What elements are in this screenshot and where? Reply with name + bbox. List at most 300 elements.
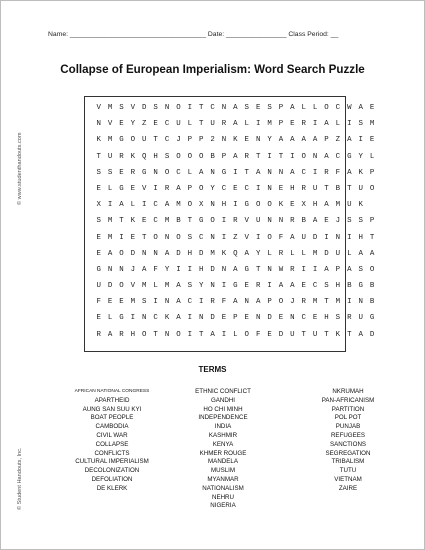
grid-letter: N — [142, 249, 147, 258]
grid-letter: C — [335, 152, 341, 161]
grid-letter: P — [369, 168, 375, 177]
grid-letter: C — [244, 184, 249, 193]
grid-letter: N — [119, 265, 124, 274]
grid-letter: L — [233, 330, 238, 339]
grid-letter: K — [221, 249, 227, 258]
grid-letter: P — [335, 265, 341, 274]
grid-letter: I — [324, 233, 329, 242]
grid-letter: N — [267, 217, 272, 226]
term-item: VIETNAM — [334, 475, 362, 483]
term-item: REFUGEES — [330, 431, 366, 439]
grid-letter: H — [153, 152, 158, 161]
grid-letter: O — [119, 282, 124, 291]
grid-letter: L — [301, 104, 306, 112]
grid-letter: C — [153, 201, 158, 210]
grid-letter: T — [278, 152, 284, 161]
grid-letter: T — [153, 330, 158, 339]
grid-letter: S — [96, 168, 101, 177]
grid-letter: P — [324, 136, 329, 145]
grid-letter: O — [324, 104, 329, 112]
grid-letter: O — [176, 330, 181, 339]
grid-letter: X — [96, 201, 101, 210]
grid-letter: A — [290, 233, 295, 242]
grid-letter: C — [301, 314, 306, 323]
grid-letter: A — [347, 136, 352, 145]
grid-letter: E — [244, 136, 249, 145]
grid-letter: K — [233, 136, 238, 145]
grid-letter: J — [176, 136, 181, 145]
grid-letter: O — [198, 184, 204, 193]
grid-letter: U — [301, 233, 306, 242]
grid-letter: A — [312, 136, 318, 145]
grid-letter: V — [142, 184, 147, 193]
terms-column-2 — [168, 388, 278, 511]
grid-letter: R — [96, 330, 101, 339]
grid-letter: M — [335, 298, 341, 307]
grid-letter: L — [267, 249, 272, 258]
grid-letter: J — [335, 217, 341, 226]
grid-letter: T — [142, 233, 147, 242]
grid-letter: T — [369, 233, 375, 242]
grid-letter: V — [130, 282, 136, 291]
grid-letter: C — [301, 168, 306, 177]
grid-letter: M — [312, 249, 318, 258]
grid-letter: T — [301, 330, 306, 339]
terms-column-1 — [57, 388, 167, 494]
grid-letter: M — [312, 298, 318, 307]
grid-letter: C — [164, 120, 170, 129]
grid-letter: N — [164, 330, 170, 339]
term-item: SEGREGATION — [325, 449, 371, 457]
grid-letter: O — [187, 201, 193, 210]
grid-letter: R — [290, 217, 295, 226]
grid-letter: Y — [198, 282, 204, 291]
grid-letter: I — [153, 298, 158, 307]
term-item: INDEPENDENCE — [198, 414, 248, 422]
grid-letter: R — [164, 184, 170, 193]
grid-letter: G — [347, 152, 352, 161]
grid-letter: T — [244, 168, 249, 177]
grid-letter: L — [369, 152, 375, 161]
grid-letter: S — [164, 152, 170, 161]
grid-letter: G — [233, 282, 238, 291]
grid-letter: K — [335, 330, 341, 339]
grid-letter: I — [312, 120, 318, 129]
grid-letter: M — [176, 201, 181, 210]
grid-letter: O — [267, 233, 272, 242]
grid-letter: I — [107, 201, 113, 210]
grid-letter: Y — [267, 136, 272, 145]
grid-letter: N — [210, 201, 215, 210]
grid-letter: 2 — [210, 136, 215, 145]
grid-letter: A — [324, 120, 329, 129]
grid-letter: O — [210, 217, 215, 226]
grid-letter: N — [198, 314, 204, 323]
grid-letter: X — [198, 201, 204, 210]
grid-letter: E — [130, 233, 136, 242]
grid-letter: I — [187, 314, 193, 323]
grid-letter: L — [187, 168, 193, 177]
grid-letter: A — [347, 168, 352, 177]
grid-letter: P — [267, 298, 272, 307]
grid-letter: E — [369, 136, 375, 145]
grid-letter: A — [324, 265, 329, 274]
grid-letter: M — [142, 282, 147, 291]
grid-letter: Z — [335, 136, 341, 145]
term-item: NKRUMAH — [332, 388, 364, 395]
grid-letter: D — [198, 249, 204, 258]
grid-letter: F — [278, 233, 284, 242]
grid-letter: A — [369, 249, 375, 258]
grid-letter: U — [358, 184, 363, 193]
grid-letter: B — [301, 217, 306, 226]
grid-letter: K — [278, 201, 284, 210]
grid-letter: A — [233, 265, 238, 274]
grid-letter: O — [301, 152, 306, 161]
term-item: COLLAPSE — [95, 440, 129, 448]
grid-letter: Q — [142, 152, 147, 161]
grid-letter: E — [119, 298, 124, 307]
grid-letter: S — [358, 120, 363, 129]
grid-letter: A — [198, 168, 204, 177]
grid-letter: O — [176, 152, 181, 161]
grid-letter: B — [176, 217, 181, 226]
grid-letter: H — [187, 249, 193, 258]
grid-letter: N — [142, 314, 147, 323]
grid-row — [93, 216, 378, 232]
term-item: CULTURAL IMPERIALISM — [75, 458, 149, 466]
grid-letter: V — [96, 104, 101, 112]
grid-letter: A — [312, 217, 318, 226]
term-item: APARTHEID — [94, 396, 130, 404]
grid-letter: S — [153, 104, 158, 112]
grid-letter: M — [164, 282, 170, 291]
term-item: NEHRU — [211, 493, 234, 501]
grid-letter: A — [347, 265, 352, 274]
grid-letter: E — [153, 120, 158, 129]
grid-letter: A — [324, 152, 329, 161]
grid-letter: N — [290, 314, 295, 323]
grid-letter: N — [244, 298, 249, 307]
grid-letter: M — [107, 136, 113, 145]
grid-letter: U — [96, 282, 101, 291]
grid-letter: P — [278, 104, 284, 112]
grid-letter: E — [267, 330, 272, 339]
grid-letter: U — [142, 136, 147, 145]
grid-letter: E — [142, 217, 147, 226]
grid-row — [93, 152, 378, 168]
grid-letter: C — [335, 104, 341, 112]
term-item: NATIONALISM — [202, 484, 244, 492]
grid-letter: S — [358, 217, 363, 226]
grid-letter: P — [221, 152, 227, 161]
grid-letter: L — [153, 282, 158, 291]
grid-letter: F — [96, 298, 101, 307]
grid-letter: I — [198, 298, 204, 307]
grid-letter: N — [312, 152, 318, 161]
grid-letter: I — [255, 233, 261, 242]
grid-letter: L — [312, 104, 318, 112]
term-item: KHMER ROUGE — [199, 449, 247, 457]
grid-letter: I — [347, 298, 352, 307]
grid-letter: V — [130, 104, 136, 112]
grid-letter: E — [107, 298, 113, 307]
grid-letter: M — [130, 298, 136, 307]
grid-letter: O — [244, 330, 249, 339]
grid-letter: Z — [233, 233, 238, 242]
grid-letter: W — [278, 265, 284, 274]
grid-row — [93, 119, 378, 135]
grid-letter: A — [255, 298, 261, 307]
grid-letter: T — [324, 184, 329, 193]
grid-letter: G — [244, 201, 249, 210]
grid-letter: E — [119, 120, 124, 129]
term-item: HO CHI MINH — [203, 405, 243, 413]
grid-row — [93, 249, 378, 265]
term-item: KASHMIR — [208, 431, 238, 439]
grid-letter: U — [312, 330, 318, 339]
grid-letter: G — [198, 217, 204, 226]
grid-letter: N — [107, 265, 113, 274]
grid-letter: L — [290, 249, 295, 258]
grid-row — [93, 200, 378, 216]
grid-letter: T — [198, 330, 204, 339]
grid-letter: E — [255, 104, 261, 112]
grid-letter: R — [119, 152, 124, 161]
term-item: PAN-AFRICANISM — [321, 396, 375, 404]
term-item: PARTITION — [331, 405, 365, 413]
grid-letter: E — [96, 249, 101, 258]
grid-letter: K — [130, 152, 136, 161]
grid-letter: I — [130, 314, 136, 323]
grid-letter: O — [130, 136, 136, 145]
grid-letter: A — [290, 282, 295, 291]
grid-letter: N — [267, 184, 272, 193]
grid-row — [93, 297, 378, 313]
grid-letter: A — [164, 249, 170, 258]
grid-letter: M — [107, 217, 113, 226]
grid-letter: B — [335, 184, 341, 193]
grid-letter: I — [221, 233, 227, 242]
grid-letter: R — [119, 330, 124, 339]
grid-letter: T — [324, 330, 329, 339]
grid-letter: C — [153, 217, 158, 226]
term-item: DECOLONIZATION — [84, 467, 140, 475]
grid-letter: K — [130, 217, 136, 226]
grid-letter: N — [267, 168, 272, 177]
grid-letter: Y — [358, 152, 363, 161]
grid-row — [93, 281, 378, 297]
grid-letter: C — [187, 298, 193, 307]
grid-letter: E — [244, 314, 249, 323]
grid-letter: U — [290, 330, 295, 339]
grid-letter: C — [176, 168, 181, 177]
grid-letter: H — [130, 330, 136, 339]
grid-letter: U — [210, 120, 215, 129]
grid-letter: N — [153, 168, 158, 177]
grid-letter: E — [96, 184, 101, 193]
side-credit-bottom: © Student Handouts, Inc. — [17, 447, 23, 510]
grid-letter: S — [142, 298, 147, 307]
grid-letter: I — [301, 265, 306, 274]
grid-letter: U — [176, 120, 181, 129]
grid-letter: A — [176, 298, 181, 307]
grid-letter: X — [301, 201, 306, 210]
grid-letter: H — [335, 282, 341, 291]
grid-letter: G — [358, 282, 363, 291]
grid-letter: N — [221, 265, 227, 274]
grid-letter: B — [210, 152, 215, 161]
grid-letter: W — [347, 104, 352, 112]
grid-letter: U — [255, 217, 261, 226]
grid-letter: O — [176, 104, 181, 112]
grid-letter: D — [210, 265, 215, 274]
grid-letter: T — [347, 184, 352, 193]
grid-letter: R — [324, 168, 329, 177]
grid-letter: N — [221, 104, 227, 112]
term-item: TRIBALISM — [331, 458, 365, 466]
grid-letter: G — [142, 168, 147, 177]
grid-letter: E — [290, 120, 295, 129]
grid-letter: S — [358, 265, 363, 274]
grid-letter: A — [107, 249, 113, 258]
grid-letter: D — [130, 249, 136, 258]
grid-letter: V — [107, 120, 113, 129]
term-item: AUNG SAN SUU KYI — [82, 405, 142, 413]
grid-letter: A — [233, 298, 238, 307]
grid-letter: G — [244, 265, 249, 274]
grid-letter: I — [312, 265, 318, 274]
grid-letter: D — [142, 104, 147, 112]
term-item: AFRICAN NATIONAL CONGRESS — [74, 389, 150, 394]
term-item: DEFOLIATION — [91, 475, 133, 483]
term-item: PUNJAB — [335, 423, 361, 431]
grid-letter: M — [164, 217, 170, 226]
grid-letter: A — [142, 265, 147, 274]
grid-letter: E — [312, 314, 318, 323]
grid-letter: Q — [233, 249, 238, 258]
grid-letter: I — [221, 282, 227, 291]
grid-row — [93, 265, 378, 281]
grid-letter: A — [233, 104, 238, 112]
term-item: CONFLICTS — [94, 449, 130, 457]
grid-letter: N — [210, 168, 215, 177]
grid-letter: I — [221, 217, 227, 226]
grid-letter: A — [290, 168, 295, 177]
grid-letter: E — [324, 217, 329, 226]
term-item: ZAIRE — [338, 484, 358, 492]
grid-letter: T — [119, 217, 124, 226]
side-credit-top: © www.studenthandouts.com — [17, 132, 23, 205]
grid-letter: I — [187, 265, 193, 274]
grid-letter: T — [187, 217, 193, 226]
grid-letter: C — [153, 314, 158, 323]
term-item: CAMBODIA — [95, 423, 129, 431]
term-item: MUSLIM — [210, 467, 236, 475]
grid-letter: D — [324, 249, 329, 258]
grid-letter: R — [347, 314, 352, 323]
grid-letter: D — [278, 330, 284, 339]
grid-letter: R — [221, 120, 227, 129]
grid-letter: N — [267, 265, 272, 274]
grid-row — [93, 168, 378, 184]
grid-letter: N — [164, 233, 170, 242]
letter-grid — [93, 103, 378, 346]
grid-letter: F — [255, 330, 261, 339]
grid-letter: L — [130, 201, 136, 210]
grid-letter: H — [290, 184, 295, 193]
term-item: SANCTIONS — [329, 440, 367, 448]
grid-letter: T — [198, 120, 204, 129]
grid-letter: G — [221, 168, 227, 177]
grid-letter: E — [278, 184, 284, 193]
grid-row — [93, 330, 378, 346]
term-item: TUTU — [339, 467, 357, 475]
grid-letter: E — [290, 201, 295, 210]
grid-letter: A — [210, 330, 215, 339]
grid-letter: S — [187, 282, 193, 291]
term-item: BOAT PEOPLE — [90, 414, 134, 422]
grid-letter: N — [210, 282, 215, 291]
grid-letter: R — [255, 282, 261, 291]
grid-letter: O — [255, 201, 261, 210]
grid-letter: T — [255, 265, 261, 274]
grid-letter: N — [164, 298, 170, 307]
grid-letter: O — [164, 168, 170, 177]
grid-letter: R — [210, 298, 215, 307]
grid-letter: O — [142, 330, 147, 339]
grid-letter: A — [278, 282, 284, 291]
grid-letter: C — [221, 184, 227, 193]
grid-letter: A — [176, 314, 181, 323]
grid-letter: A — [290, 104, 295, 112]
grid-letter: G — [119, 136, 124, 145]
grid-letter: I — [221, 330, 227, 339]
grid-letter: P — [187, 136, 193, 145]
grid-letter: T — [347, 330, 352, 339]
grid-letter: I — [267, 282, 272, 291]
grid-letter: S — [107, 168, 113, 177]
grid-letter: O — [119, 249, 124, 258]
grid-letter: E — [130, 184, 136, 193]
grid-letter: F — [221, 298, 227, 307]
grid-letter: H — [358, 233, 363, 242]
grid-letter: N — [255, 136, 261, 145]
grid-letter: O — [278, 298, 284, 307]
grid-letter: O — [267, 201, 272, 210]
grid-letter: A — [107, 330, 113, 339]
grid-letter: O — [369, 184, 375, 193]
grid-letter: D — [312, 233, 318, 242]
grid-letter: A — [255, 168, 261, 177]
grid-letter: D — [107, 282, 113, 291]
grid-letter: O — [187, 152, 193, 161]
grid-letter: R — [233, 217, 238, 226]
grid-letter: I — [176, 265, 181, 274]
grid-letter: T — [153, 136, 158, 145]
grid-letter: H — [221, 201, 227, 210]
grid-letter: I — [347, 120, 352, 129]
grid-letter: T — [96, 152, 101, 161]
grid-letter: L — [301, 249, 306, 258]
grid-letter: A — [233, 120, 238, 129]
grid-letter: E — [119, 168, 124, 177]
grid-letter: S — [96, 217, 101, 226]
grid-letter: A — [358, 330, 363, 339]
grid-row — [93, 135, 378, 151]
grid-letter: I — [153, 184, 158, 193]
grid-letter: G — [119, 314, 124, 323]
